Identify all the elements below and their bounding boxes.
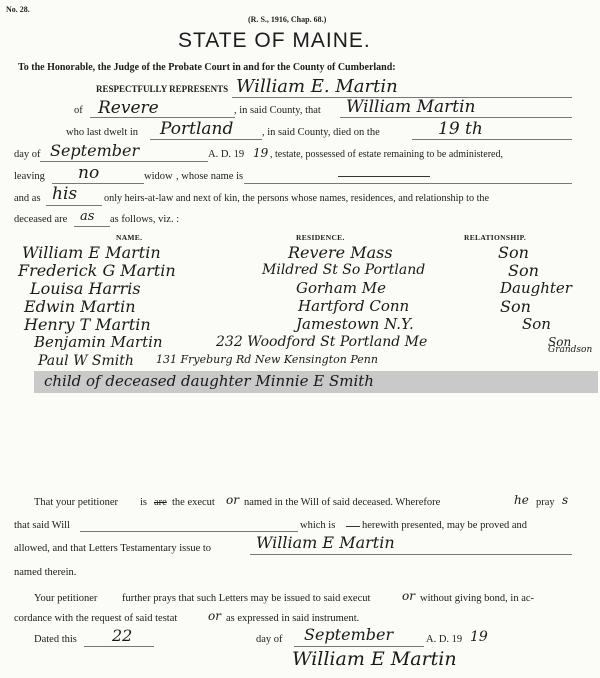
- document-title: STATE OF MAINE.: [178, 29, 371, 52]
- heir-relationship: Son: [548, 335, 572, 349]
- testator-suffix: or: [208, 609, 221, 623]
- bond-executor-suffix: or: [402, 589, 415, 603]
- heir-name: Henry T Martin: [24, 315, 151, 334]
- death-year: 19: [253, 146, 269, 160]
- dated-day: 22: [112, 626, 133, 645]
- dated-month-line: [294, 646, 424, 647]
- dated-month: September: [304, 625, 394, 644]
- died-on-label: , in said County, died on the: [262, 127, 380, 138]
- heir-residence: Gorham Me: [296, 279, 387, 297]
- leaving-label: leaving: [14, 171, 45, 182]
- death-month: September: [50, 141, 140, 160]
- form-number: No. 28.: [6, 5, 30, 14]
- accordance-text: cordance with the request of said testat: [14, 613, 178, 624]
- heir-relationship: Son: [500, 297, 531, 316]
- that-said-will-label: that said Will: [14, 520, 70, 531]
- day-of-label: day of: [14, 149, 41, 160]
- heir-name: Paul W Smith: [38, 353, 134, 369]
- letters-to-name: William E Martin: [256, 533, 395, 552]
- statute-reference: (R. S., 1916, Chap. 68.): [248, 15, 327, 24]
- will-line: [80, 531, 298, 532]
- widow-name-dash: [338, 176, 430, 177]
- of-label: of: [74, 105, 83, 116]
- named-therein-text: named therein.: [14, 567, 77, 578]
- petitioner-signature: William E Martin: [292, 648, 457, 670]
- wherefore-value: he: [514, 493, 529, 507]
- heirs-pronoun-line: [46, 205, 102, 206]
- death-day-line: [412, 139, 572, 140]
- deceased-are-value: as: [80, 209, 95, 224]
- column-header-residence: RESIDENCE.: [296, 233, 345, 242]
- without-bond-text: without giving bond, in ac-: [420, 593, 535, 604]
- ad-label: A. D. 19: [208, 149, 245, 160]
- deceased-are-label: deceased are: [14, 214, 68, 225]
- heir-residence: Jamestown N.Y.: [296, 315, 414, 333]
- executor-suffix: or: [226, 493, 239, 507]
- widow-label: widow: [144, 171, 173, 182]
- widow-value: no: [78, 163, 100, 183]
- will-clause-executor: the execut: [172, 497, 215, 508]
- column-header-relationship: RELATIONSHIP.: [464, 233, 527, 242]
- pray-label: pray: [536, 497, 555, 508]
- testate-text: , testate, possessed of estate remaining to be administered,: [270, 149, 503, 160]
- dated-day-of-label: day of: [256, 634, 283, 645]
- heir-residence: Revere Mass: [288, 243, 393, 262]
- letters-to-line: [250, 554, 572, 555]
- deceased-name: William Martin: [346, 97, 476, 117]
- heirs-pronoun: his: [52, 184, 78, 204]
- herewith-presented-text: herewith presented, may be proved and: [362, 520, 528, 531]
- column-header-name: NAME.: [116, 233, 143, 242]
- will-clause-petitioner: That your petitioner: [34, 497, 118, 508]
- heir-name: William E Martin: [22, 243, 161, 262]
- respectfully-represents-label: RESPECTFULLY REPRESENTS: [96, 84, 229, 94]
- heir-name: Edwin Martin: [24, 297, 136, 316]
- dated-ad-label: A. D. 19: [426, 634, 463, 645]
- petitioner-name: William E. Martin: [236, 76, 398, 97]
- heir-residence: 232 Woodford St Portland Me: [216, 334, 428, 350]
- will-clause-named: named in the Will of said deceased. Wherefore: [244, 497, 441, 508]
- death-day: 19 th: [438, 119, 483, 139]
- and-as-label: and as: [14, 193, 41, 204]
- heir-relationship: Son: [522, 315, 551, 333]
- widow-name-line: [244, 183, 572, 184]
- heir-relationship: Grandson: [548, 345, 593, 355]
- dated-year: 19: [470, 629, 488, 645]
- will-clause-is: is: [140, 497, 148, 508]
- petitioner-residence: Revere: [98, 98, 159, 118]
- heirs-note: child of deceased daughter Minnie E Smith: [44, 372, 374, 390]
- heir-name: Frederick G Martin: [18, 261, 176, 280]
- heirs-text: only heirs-at-law and next of kin, the persons whose names, residences, and relationship to the: [104, 193, 490, 204]
- as-follows-label: as follows, viz. :: [110, 214, 180, 225]
- heir-residence: Mildred St So Portland: [262, 262, 426, 278]
- heir-residence: 131 Fryeburg Rd New Kensington Penn: [156, 353, 378, 366]
- which-is-label: which is: [300, 520, 336, 531]
- death-month-line: [40, 161, 208, 162]
- heir-relationship: Daughter: [500, 279, 572, 297]
- which-is-dash: [346, 526, 360, 527]
- court-address: To the Honorable, the Judge of the Probate Court in and for the County of Cumberland:: [18, 62, 396, 73]
- dated-this-label: Dated this: [34, 634, 77, 645]
- will-clause-are-struck: are: [154, 497, 167, 508]
- bond-clause-petitioner: Your petitioner: [34, 593, 98, 604]
- pray-suffix: s: [562, 493, 569, 507]
- last-dwelt-line: [150, 139, 262, 140]
- bond-clause-text: further prays that such Letters may be issued to said execut: [122, 593, 371, 604]
- in-said-county-label: , in said County, that: [234, 105, 321, 116]
- expressed-text: as expressed in said instrument.: [226, 613, 360, 624]
- last-dwelt-place: Portland: [160, 119, 234, 139]
- deceased-name-line: [340, 117, 572, 118]
- who-last-dwelt-label: who last dwelt in: [66, 127, 139, 138]
- deceased-are-line: [74, 226, 110, 227]
- dated-day-line: [84, 646, 154, 647]
- heir-relationship: Son: [508, 261, 539, 280]
- whose-name-label: , whose name is: [176, 171, 244, 182]
- letters-testamentary-text: allowed, and that Letters Testamentary issue to: [14, 543, 212, 554]
- heir-name: Benjamin Martin: [34, 333, 163, 351]
- heir-name: Louisa Harris: [30, 279, 141, 298]
- heir-relationship: Son: [498, 243, 529, 262]
- heir-residence: Hartford Conn: [298, 297, 410, 315]
